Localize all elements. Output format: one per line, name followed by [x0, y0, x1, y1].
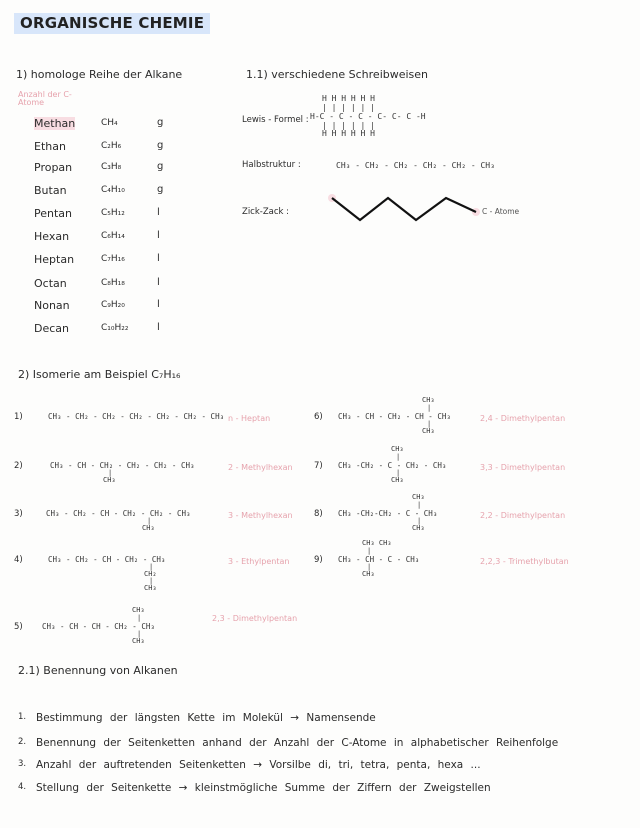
- alkane-formula: C₇H₁₆: [101, 254, 125, 264]
- bond-line: |: [149, 577, 154, 585]
- alkane-state: g: [157, 117, 164, 128]
- alkane-name: Octan: [34, 277, 67, 290]
- bond-line: |: [108, 469, 113, 477]
- isomer-name: 2 - Methylhexan: [228, 463, 293, 472]
- half-structure-formula: CH₃ - CH₂ - CH₂ - CH₂ - CH₂ - CH₃: [336, 161, 495, 170]
- lewis-bonds-bottom: | | | | | |: [322, 121, 375, 130]
- isomer-name: 3,3 - Dimethylpentan: [480, 463, 566, 472]
- section11-heading: 1.1) verschiedene Schreibweisen: [246, 68, 429, 81]
- lewis-bonds-top: | | | | | |: [322, 103, 375, 112]
- alkane-formula: C₈H₁₈: [101, 278, 125, 288]
- isomer-main-chain: CH₃ - CH - CH - CH₂ - CH₃: [42, 622, 155, 631]
- alkane-state: l: [157, 207, 160, 218]
- isomer-branch-above: CH₃: [391, 445, 404, 453]
- alkane-state: g: [157, 184, 164, 195]
- isomer-main-chain: CH₃ - CH₂ - CH - CH₂ - CH₂ - CH₃: [46, 509, 191, 518]
- alkane-formula: C₁₀H₂₂: [101, 323, 129, 333]
- isomer-number: 1): [14, 412, 23, 422]
- isomer-number: 5): [14, 622, 23, 632]
- column-label-carbon-count: Anzahl der C-Atome: [18, 90, 72, 107]
- alkane-state: l: [157, 253, 160, 264]
- isomer-number: 8): [314, 509, 323, 519]
- isomer-number: 6): [314, 412, 323, 422]
- bond-line: |: [147, 517, 152, 525]
- zigzag-note: C - Atome: [482, 207, 520, 216]
- alkane-name: Ethan: [34, 140, 66, 153]
- isomer-branch-below: CH₃: [132, 637, 145, 645]
- isomer-name: 3 - Methylhexan: [228, 511, 293, 520]
- rule-text: Stellung der Seitenkette → kleinstmögliche Summe der Ziffern der Zweigstellen: [36, 782, 491, 794]
- isomer-branch-above: CH₃: [132, 606, 145, 614]
- isomer-main-chain: CH₃ -CH₂-CH₂ - C - CH₃: [338, 509, 438, 518]
- alkane-state: g: [157, 161, 164, 172]
- alkane-name: Methan: [34, 117, 76, 130]
- alkane-formula: C₆H₁₄: [101, 231, 125, 241]
- alkane-name: Butan: [34, 184, 67, 197]
- alkane-name: Hexan: [34, 230, 70, 243]
- rule-text: Benennung der Seitenketten anhand der Anzahl der C-Atome in alphabetischer Reihenfolge: [36, 737, 559, 749]
- rule-number: 2.: [18, 737, 27, 747]
- alkane-formula: CH₄: [101, 118, 118, 128]
- section1-heading: 1) homologe Reihe der Alkane: [16, 68, 183, 81]
- section21-heading: 2.1) Benennung von Alkanen: [18, 664, 178, 677]
- isomer-main-chain: CH₃ - CH - C - CH₃: [338, 555, 420, 564]
- isomer-main-chain: CH₃ -CH₂ - C - CH₂ - CH₃: [338, 461, 447, 470]
- isomer-branch-below: CH₃: [103, 476, 116, 484]
- isomer-number: 4): [14, 555, 23, 565]
- isomer-name: 2,2 - Dimethylpentan: [480, 511, 566, 520]
- bond-line: |: [367, 563, 372, 571]
- alkane-name: Propan: [34, 161, 73, 174]
- isomer-number: 9): [314, 555, 323, 565]
- rule-number: 3.: [18, 759, 27, 769]
- section2-heading: 2) Isomerie am Beispiel C₇H₁₆: [18, 368, 181, 381]
- bond-line: |: [137, 630, 142, 638]
- bond-line: |: [427, 404, 432, 412]
- bond-line: |: [417, 501, 422, 509]
- bond-line: |: [367, 547, 372, 555]
- isomer-number: 2): [14, 461, 23, 471]
- isomer-main-chain: CH₃ - CH₂ - CH - CH₂ - CH₃: [48, 555, 166, 564]
- alkane-state: l: [157, 277, 160, 288]
- isomer-branch-above: CH₃: [412, 493, 425, 501]
- zigzag-structure: [326, 190, 491, 230]
- alkane-name: Decan: [34, 322, 69, 335]
- alkane-name: Heptan: [34, 253, 75, 266]
- lewis-formula-mid: H-C - C - C - C- C- C -H: [310, 112, 426, 121]
- alkane-formula: C₂H₆: [101, 141, 122, 151]
- alkane-name: Nonan: [34, 299, 70, 312]
- alkane-state: g: [157, 140, 164, 151]
- isomer-branch-below: CH₂: [144, 570, 157, 578]
- isomer-branch-below: CH₃: [362, 570, 375, 578]
- alkane-state: l: [157, 299, 160, 310]
- alkane-formula: C₃H₈: [101, 162, 122, 172]
- zigzag-label: Zick-Zack :: [242, 207, 290, 217]
- bond-line: |: [427, 420, 432, 428]
- alkane-state: l: [157, 230, 160, 241]
- isomer-name: n - Heptan: [228, 414, 271, 423]
- alkane-formula: C₄H₁₀: [101, 185, 125, 195]
- alkane-state: l: [157, 322, 160, 333]
- lewis-formula-bottom: H H H H H H: [322, 129, 375, 138]
- isomer-name: 2,2,3 - Trimethylbutan: [480, 557, 569, 566]
- isomer-branch-below: CH₃: [142, 524, 155, 532]
- bond-line: |: [396, 469, 401, 477]
- isomer-branch-below-2: CH₃: [144, 584, 157, 592]
- bond-line: |: [417, 517, 422, 525]
- half-structure-label: Halbstruktur :: [242, 160, 301, 170]
- bond-line: |: [137, 614, 142, 622]
- bond-line: |: [396, 453, 401, 461]
- isomer-branch-above: CH₃: [422, 396, 435, 404]
- isomer-name: 2,3 - Dimethylpentan: [212, 614, 298, 623]
- rule-text: Bestimmung der längsten Kette im Molekül → Namensende: [36, 712, 376, 724]
- lewis-formula-top: H H H H H H: [322, 94, 375, 103]
- bond-line: |: [149, 563, 154, 571]
- isomer-number: 7): [314, 461, 323, 471]
- rule-text: Anzahl der auftretenden Seitenketten → Vorsilbe di, tri, tetra, penta, hexa ...: [36, 759, 481, 771]
- alkane-formula: C₅H₁₂: [101, 208, 125, 218]
- rule-number: 1.: [18, 712, 27, 722]
- isomer-branch-below: CH₃: [412, 524, 425, 532]
- isomer-branch-below: CH₃: [391, 476, 404, 484]
- isomer-main-chain: CH₃ - CH - CH₂ - CH₂ - CH₂ - CH₃: [50, 461, 195, 470]
- isomer-name: 2,4 - Dimethylpentan: [480, 414, 566, 423]
- rule-number: 4.: [18, 782, 27, 792]
- isomer-number: 3): [14, 509, 23, 519]
- alkane-formula: C₉H₂₀: [101, 300, 125, 310]
- isomer-branch-above: CH₃ CH₃: [362, 539, 392, 547]
- isomer-branch-below: CH₃: [422, 427, 435, 435]
- alkane-name: Pentan: [34, 207, 73, 220]
- page-title: ORGANISCHE CHEMIE: [14, 13, 210, 34]
- isomer-main-chain: CH₃ - CH - CH₂ - CH - CH₃: [338, 412, 451, 421]
- lewis-label: Lewis - Formel :: [242, 115, 309, 125]
- isomer-main-chain: CH₃ - CH₂ - CH₂ - CH₂ - CH₂ - CH₂ - CH₃: [48, 412, 225, 421]
- isomer-name: 3 - Ethylpentan: [228, 557, 290, 566]
